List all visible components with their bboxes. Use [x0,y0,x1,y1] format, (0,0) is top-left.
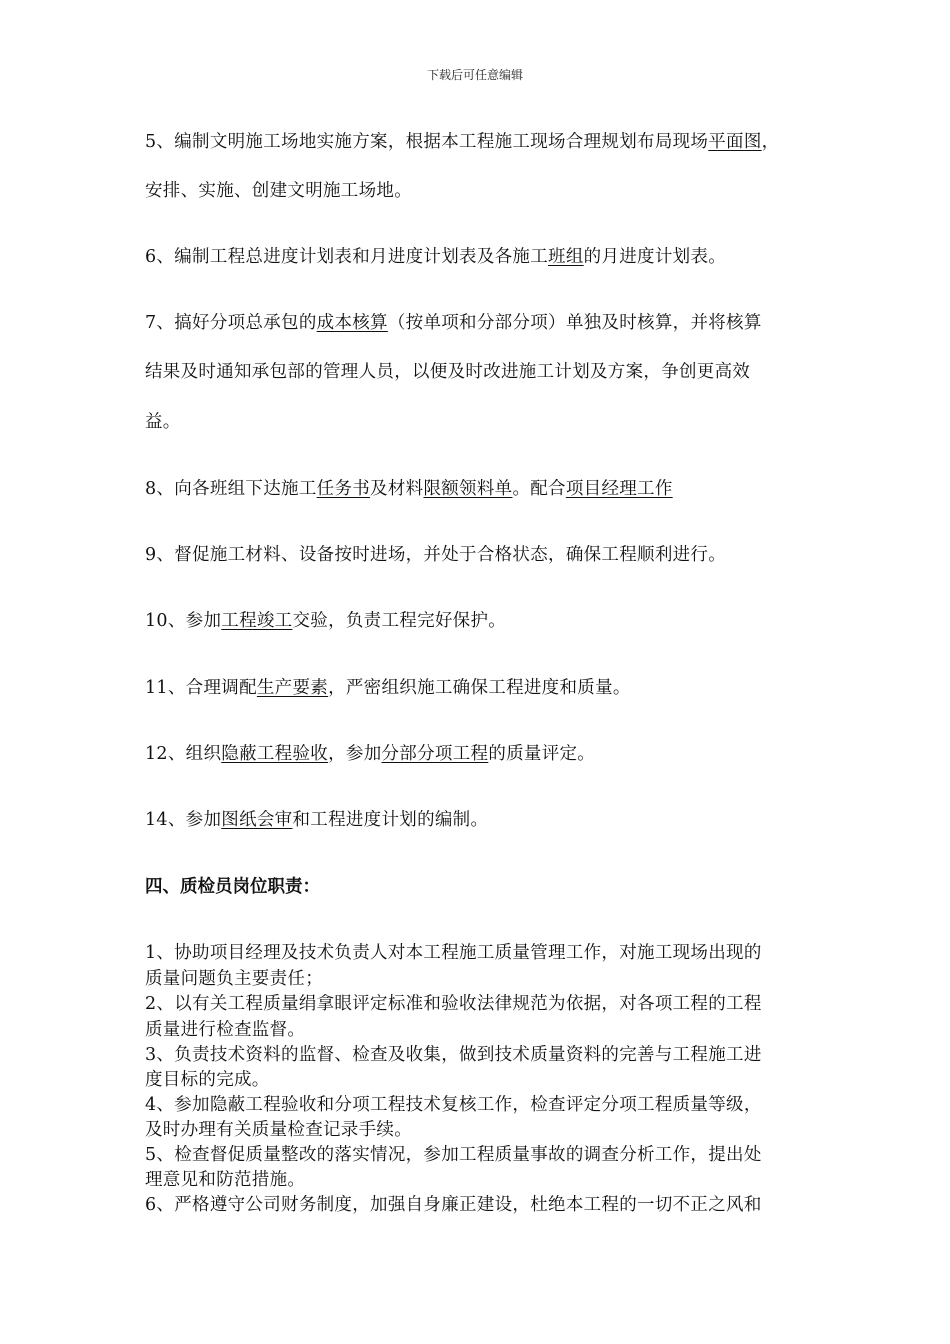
link-completion[interactable]: 工程竣工 [221,611,293,631]
link-concealed-acceptance[interactable]: 隐蔽工程验收 [221,744,329,764]
link-production-factors[interactable]: 生产要素 [256,678,329,698]
link-plan-drawing[interactable]: 平面图 [708,132,762,152]
link-cost-accounting[interactable]: 成本核算 [316,313,388,333]
duty-line: 3、负责技术资料的监督、检查及收集，做到技术质量资料的完善与工程施工进 [145,1045,762,1065]
duty-line: 及时办理有关质量检查记录手续。 [145,1120,412,1140]
item-10: 10、参加工程竣工交验，负责工程完好保护。 [145,611,507,631]
duty-line: 质量问题负主要责任； [145,969,323,989]
duty-line: 度目标的完成。 [145,1070,270,1090]
item-5-line-2: 安排、实施、创建文明施工场地。 [145,181,412,201]
item-5-line-1: 5、编制文明施工场地实施方案，根据本工程施工现场合理规划布局现场平面图， [145,132,780,152]
duty-line: 6、严格遵守公司财务制度，加强自身廉正建设，杜绝本工程的一切不正之风和 [145,1195,762,1215]
link-material-quota[interactable]: 限额领料单 [423,479,513,499]
duty-line: 质量进行检查监督。 [145,1020,306,1040]
page-header: 下载后可任意编辑 [426,68,523,82]
item-9: 9、督促施工材料、设备按时进场，并处于合格状态，确保工程顺利进行。 [145,545,727,565]
duty-line: 1、协助项目经理及技术负责人对本工程施工质量管理工作，对施工现场出现的 [145,943,762,963]
link-subdivisional-works[interactable]: 分部分项工程 [381,744,489,764]
item-11: 11、合理调配生产要素，严密组织施工确保工程进度和质量。 [145,678,631,698]
duty-line: 4、参加隐蔽工程验收和分项工程技术复核工作，检查评定分项工程质量等级， [145,1095,762,1115]
duty-line: 2、以有关工程质量绢拿眼评定标准和验收法律规范为依据，对各项工程的工程 [145,994,762,1014]
duty-line: 理意见和防范措施。 [145,1170,306,1190]
duty-line: 5、检查督促质量整改的落实情况，参加工程质量事故的调查分析工作，提出处 [145,1145,762,1165]
item-12: 12、组织隐蔽工程验收，参加分部分项工程的质量评定。 [145,744,596,764]
item-7-line-2: 结果及时通知承包部的管理人员，以便及时改进施工计划及方案，争创更高效 [145,362,751,382]
item-7-line-1: 7、搞好分项总承包的成本核算（按单项和分部分项）单独及时核算，并将核算 [145,313,762,333]
item-14: 14、参加图纸会审和工程进度计划的编制。 [145,810,489,830]
section-heading: 四、质检员岗位职责： [145,877,320,897]
item-6: 6、编制工程总进度计划表和月进度计划表及各施工班组的月进度计划表。 [145,247,727,267]
link-drawing-review[interactable]: 图纸会审 [221,810,293,830]
link-pm-work[interactable]: 项目经理工作 [565,479,673,499]
item-8: 8、向各班组下达施工任务书及材料限额领料单。配合项目经理工作 [145,479,673,499]
item-7-line-3: 益。 [145,412,181,432]
link-task-sheet[interactable]: 任务书 [316,479,371,499]
link-team[interactable]: 班组 [548,247,584,267]
